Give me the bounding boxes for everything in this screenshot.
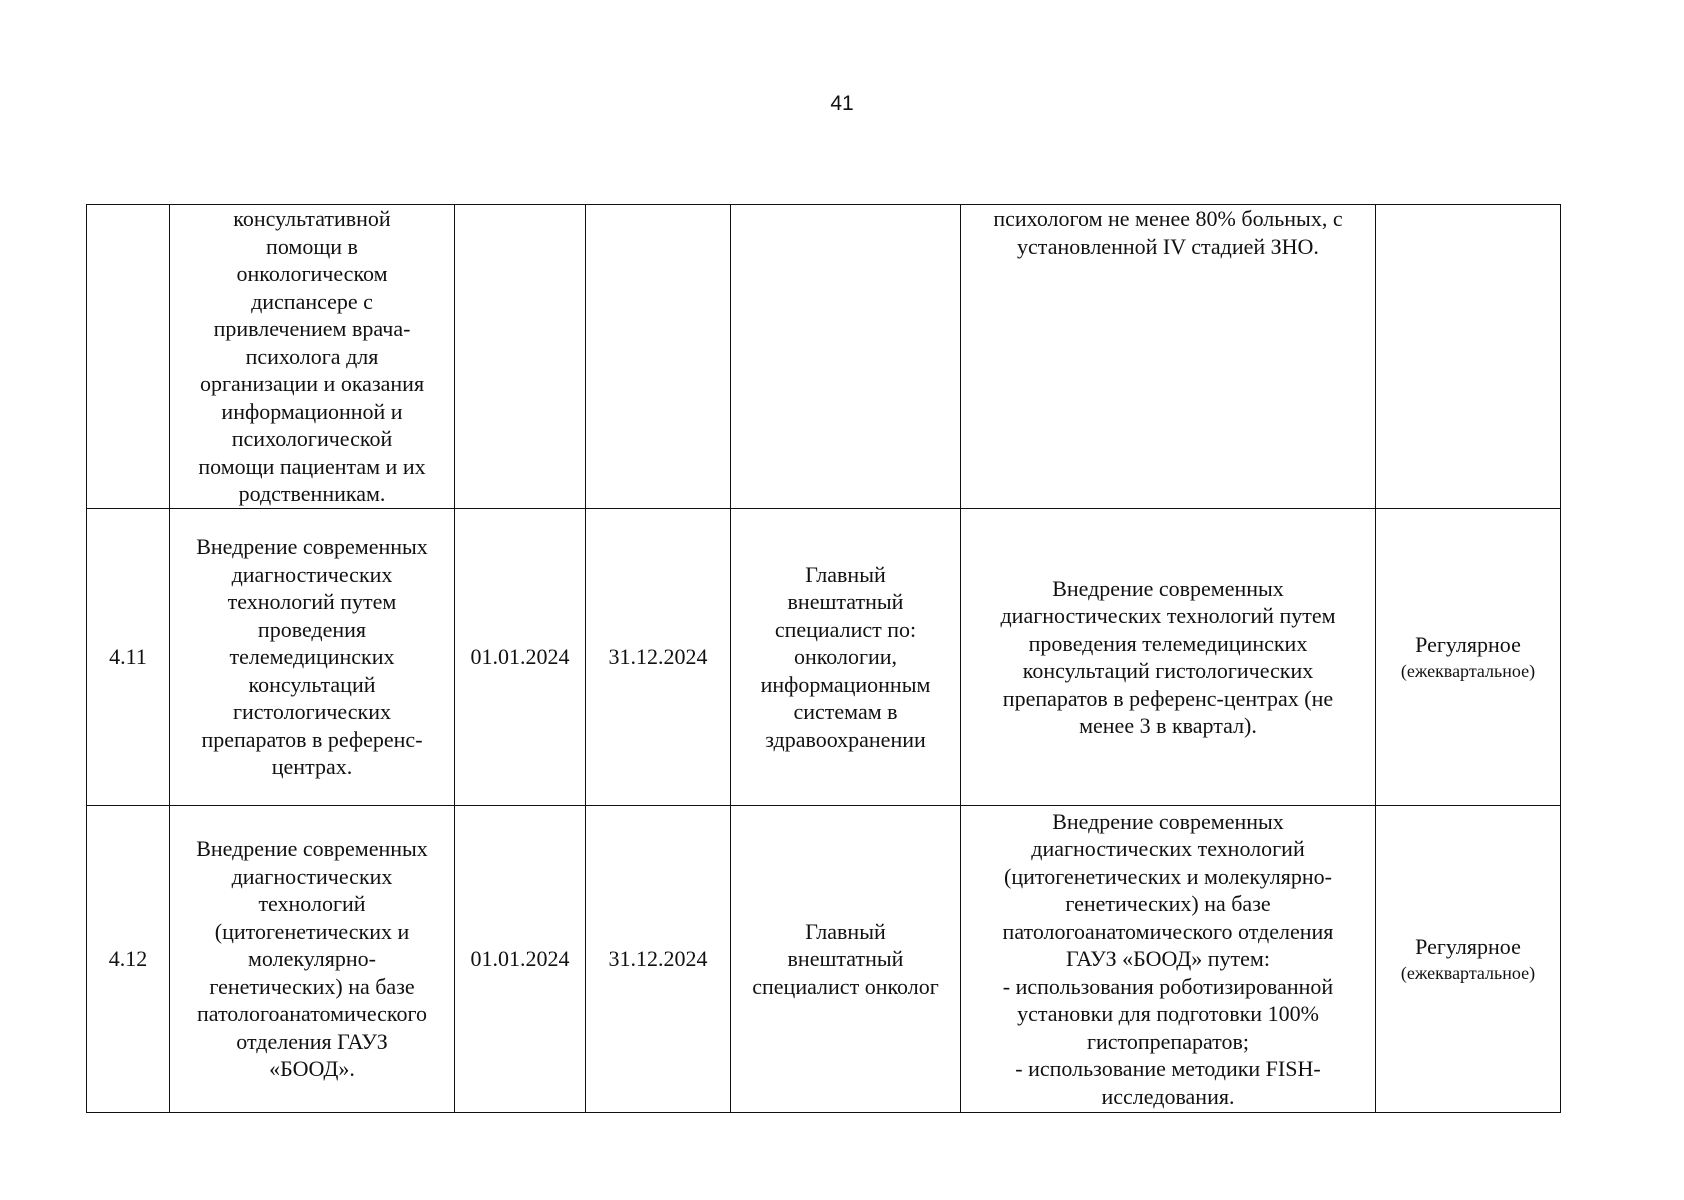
result-cell: психологом не менее 80% больных, с установленной IV стадией ЗНО. bbox=[961, 205, 1376, 509]
action-cell: Внедрение современных диагностических технологий путем проведения телемедицинских консультаций гистологических препаратов в референс- центрах. bbox=[170, 509, 455, 806]
start-date-cell: 01.01.2024 bbox=[455, 509, 586, 806]
action-cell: консультативной помощи в онкологическом диспансере с привлечением врача- психолога для организации и оказания информационной и психологической помощи пациентам и их родственникам. bbox=[170, 205, 455, 509]
periodicity-note: (ежеквартальное) bbox=[1400, 660, 1536, 681]
end-date-cell bbox=[586, 205, 731, 509]
responsible-cell: Главный внештатный специалист по: онкологии, информационным системам в здравоохранении bbox=[731, 509, 961, 806]
result-cell: Внедрение современных диагностических технологий путем проведения телемедицинских консультаций гистологических препаратов в референс-центрах (не менее 3 в квартал). bbox=[961, 509, 1376, 806]
action-plan-table bbox=[86, 204, 1561, 1113]
page-number: 41 bbox=[830, 92, 854, 115]
responsible-cell: Главный внештатный специалист онколог bbox=[731, 806, 961, 1113]
periodicity-label: Регулярное bbox=[1415, 934, 1521, 960]
periodicity-cell bbox=[1376, 806, 1561, 1113]
result-cell: Внедрение современных диагностических технологий (цитогенетических и молекулярно- генетических) на базе патологоанатомического отделения ГАУЗ «БООД» путем: - использования роботизированной установки для подготовки 100% гистопрепаратов; - использование методики FISH- исследования. bbox=[961, 806, 1376, 1113]
table-row bbox=[87, 806, 1561, 1113]
periodicity-note: (ежеквартальное) bbox=[1400, 962, 1536, 983]
table-row bbox=[87, 509, 1561, 806]
responsible-cell bbox=[731, 205, 961, 509]
start-date-cell: 01.01.2024 bbox=[455, 806, 586, 1113]
row-number-cell: 4.12 bbox=[87, 806, 170, 1113]
start-date-cell bbox=[455, 205, 586, 509]
row-number-cell bbox=[87, 205, 170, 509]
end-date-cell: 31.12.2024 bbox=[586, 509, 731, 806]
periodicity-cell bbox=[1376, 509, 1561, 806]
table-row bbox=[87, 205, 1561, 509]
end-date-cell: 31.12.2024 bbox=[586, 806, 731, 1113]
row-number-cell: 4.11 bbox=[87, 509, 170, 806]
periodicity-cell bbox=[1376, 205, 1561, 509]
action-cell: Внедрение современных диагностических технологий (цитогенетических и молекулярно- генетических) на базе патологоанатомического отделения ГАУЗ «БООД». bbox=[170, 806, 455, 1113]
periodicity-label: Регулярное bbox=[1415, 632, 1521, 658]
